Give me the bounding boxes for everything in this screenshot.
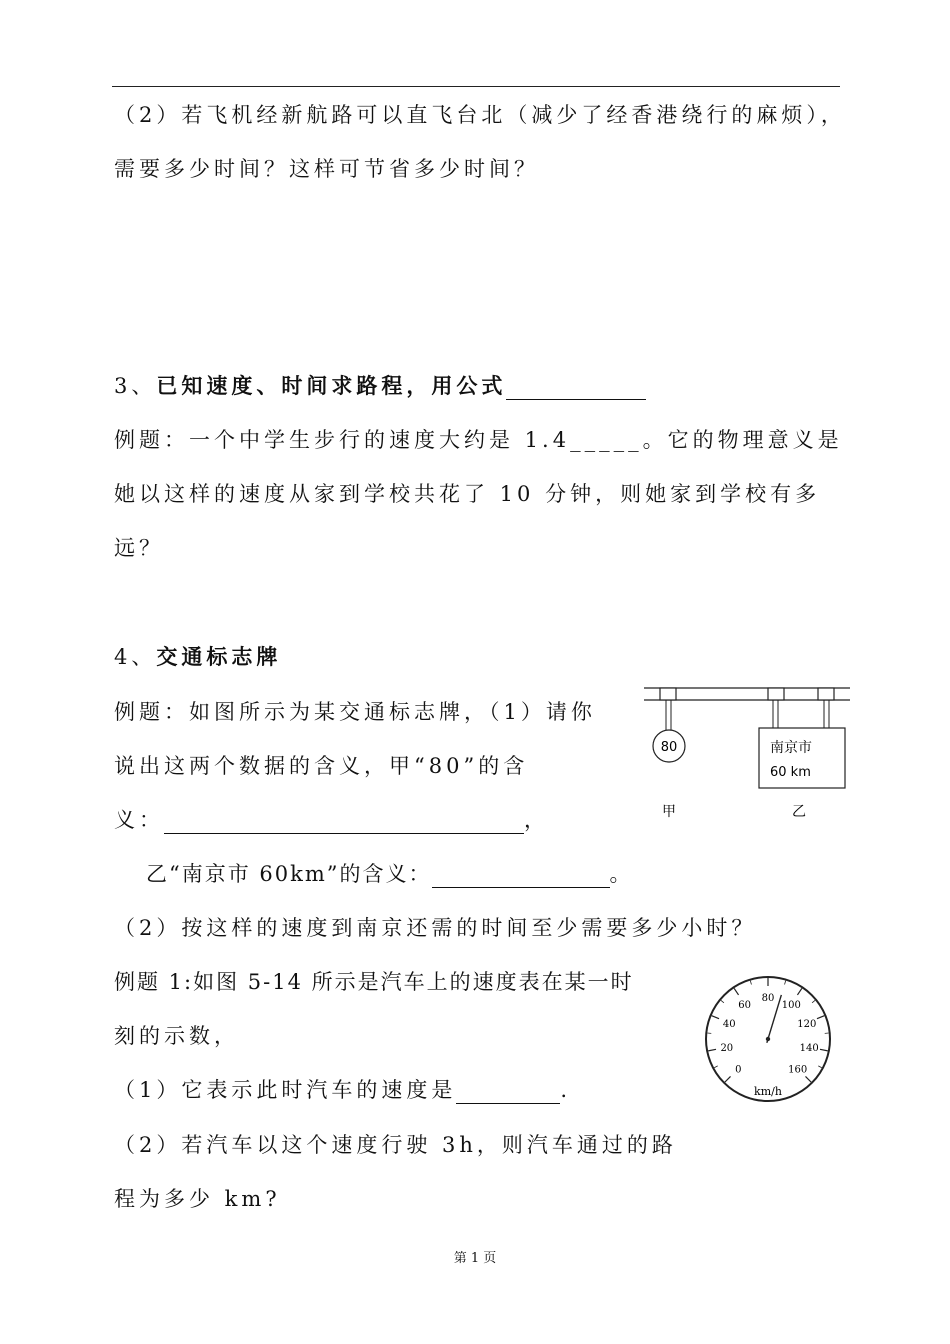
section3-title: 已知速度、时间求路程，用公式 (156, 373, 507, 398)
speed-answer-blank (456, 1081, 560, 1104)
formula-blank (506, 377, 646, 400)
section4-heading (114, 643, 281, 671)
section5-example-line1: 例题 1:如图 5-14 所示是汽车上的速度表在某一时 (114, 970, 634, 994)
meaning-yi-blank (432, 865, 610, 888)
section4-example-line1: 例题：如图所示为某交通标志牌，（1）请你 (114, 700, 596, 724)
section4-title: 交通标志牌 (156, 644, 282, 669)
speed-limit-text: 80 (660, 740, 678, 755)
meaning-jia-blank (164, 811, 524, 834)
speedometer-label-160: 160 (788, 1064, 808, 1076)
section4-number: 4、 (114, 645, 157, 669)
section3-heading (114, 372, 646, 400)
q2-line2: 需要多少时间？这样可节省多少时间？ (114, 157, 539, 181)
speedometer-label-120: 120 (797, 1018, 817, 1030)
section3-example-line2: 她以这样的速度从家到学校共花了 10 分钟，则她家到学校有多 (114, 482, 821, 506)
speedometer-figure (702, 973, 834, 1105)
traffic-sign-figure (642, 684, 852, 824)
q2-line1: （2）若飞机经新航路可以直飞台北（减少了经香港绕行的麻烦）， (114, 103, 846, 127)
speedometer-label-20: 20 (720, 1043, 734, 1055)
speedometer-hub (766, 1037, 770, 1041)
distance-sign-distance: 60 km (770, 765, 811, 780)
speedometer-label-140: 140 (799, 1043, 819, 1055)
meaning-jia-label: 义： (114, 808, 164, 832)
distance-sign-city: 南京市 (770, 740, 812, 756)
header-rule (112, 86, 840, 87)
speedometer-label-0: 0 (735, 1064, 742, 1076)
page-footer: 第 1 页 (453, 1251, 497, 1266)
speed-question-period: . (560, 1078, 572, 1102)
speedometer-label-80: 80 (761, 993, 775, 1004)
section5-example-line2: 刻的示数， (114, 1024, 239, 1048)
section3-example-line3: 远？ (114, 536, 164, 560)
speedometer-label-40: 40 (722, 1018, 736, 1030)
section4-example-line2: 说出这两个数据的含义，甲“80”的含 (114, 754, 529, 778)
section4-example-line3 (114, 806, 549, 834)
section5-question1 (114, 1076, 571, 1104)
sign-label-jia: 甲 (662, 804, 676, 820)
section3-number: 3、 (114, 374, 157, 398)
speedometer-label-60: 60 (738, 1000, 752, 1012)
meaning-yi-label: 乙“南京市 60km”的含义： (146, 862, 432, 886)
speedometer-unit: km/h (754, 1085, 782, 1098)
sign-label-yi: 乙 (792, 804, 806, 820)
meaning-jia-comma: ， (524, 808, 549, 832)
section4-example-line4 (146, 860, 633, 888)
section4-question2: （2）按这样的速度到南京还需的时间至少需要多少小时？ (114, 916, 757, 940)
speedometer-label-100: 100 (781, 1000, 801, 1012)
section3-example-line1: 例题：一个中学生步行的速度大约是 1.4_____。它的物理意义是 (114, 428, 843, 452)
section5-question2-line1: （2）若汽车以这个速度行驶 3h，则汽车通过的路 (114, 1133, 677, 1157)
meaning-yi-period: 。 (609, 862, 633, 886)
speed-question-label: （1）它表示此时汽车的速度是 (114, 1078, 457, 1102)
section5-question2-line2: 程为多少 km? (114, 1187, 281, 1211)
